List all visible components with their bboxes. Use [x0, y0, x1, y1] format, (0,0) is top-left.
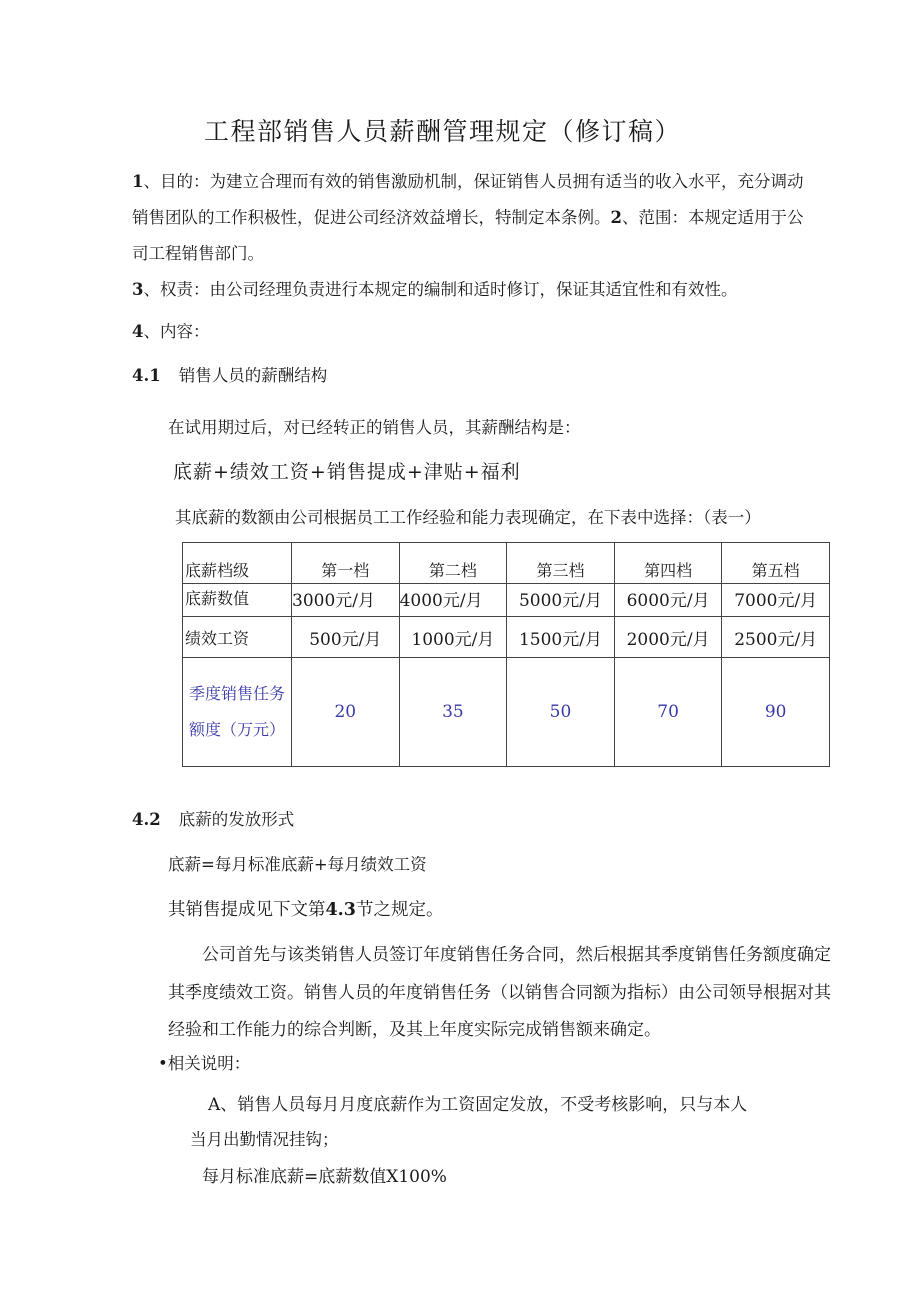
table-cell: 第五档 — [722, 543, 830, 584]
table-cell: 第三档 — [507, 543, 615, 584]
section-4-2-paragraph-line-2: 其季度绩效工资。销售人员的年度销售任务（以销售合同额为指标）由公司领导根据对其 — [168, 983, 831, 1003]
table-cell: 90 — [722, 658, 830, 767]
table-cell: 2500元/月 — [722, 617, 830, 658]
table-cell: 第四档 — [614, 543, 722, 584]
section-1-line-2: 销售团队的工作积极性，促进公司经济效益增长，特制定本条例。2、范围：本规定适用于公 — [132, 208, 804, 227]
section-2-line-3: 司工程销售部门。 — [132, 244, 264, 263]
table-cell: 季度销售任务额度（万元） — [183, 658, 292, 767]
section-4-1-paragraph-1: 在试用期过后，对已经转正的销售人员，其薪酬结构是： — [168, 418, 581, 437]
table-cell: 6000元/月 — [614, 584, 722, 617]
section-1-line-1: 1、目的：为建立合理而有效的销售激励机制，保证销售人员拥有适当的收入水平，充分调动 — [132, 172, 804, 191]
table-cell: 底薪数值 — [183, 584, 292, 617]
note-a-line-3: 每月标准底薪=底薪数值X100% — [202, 1167, 447, 1187]
table-cell: 第一档 — [292, 543, 400, 584]
note-a-line-2: 当月出勤情况挂钩； — [190, 1130, 339, 1149]
table-cell: 70 — [614, 658, 722, 767]
section-3: 3、权责：由公司经理负责进行本规定的编制和适时修订，保证其适宜性和有效性。 — [132, 280, 738, 299]
table-cell: 2000元/月 — [614, 617, 722, 658]
table-row — [183, 658, 830, 767]
table-row — [183, 543, 830, 584]
table-cell: 35 — [399, 658, 507, 767]
section-4-2-heading: 4.2 底薪的发放形式 — [132, 810, 295, 829]
salary-table — [182, 542, 830, 767]
table-cell: 3000元/月 — [292, 584, 400, 617]
table-row — [183, 617, 830, 658]
section-4-1-paragraph-2: 其底薪的数额由公司根据员工工作经验和能力表现确定，在下表中选择：（表一） — [175, 508, 761, 527]
section-4-1-heading: 4.1 销售人员的薪酬结构 — [132, 366, 328, 385]
table-cell: 5000元/月 — [507, 584, 615, 617]
table-cell: 7000元/月 — [722, 584, 830, 617]
note-a-line-1: A、销售人员每月月度底薪作为工资固定发放，不受考核影响，只与本人 — [208, 1095, 748, 1115]
table-cell: 绩效工资 — [183, 617, 292, 658]
salary-formula: 底薪+绩效工资+销售提成+津贴+福利 — [173, 461, 521, 483]
table-cell: 20 — [292, 658, 400, 767]
page-title: 工程部销售人员薪酬管理规定（修订稿） — [204, 117, 682, 146]
table-row — [183, 584, 830, 617]
table-cell: 第二档 — [399, 543, 507, 584]
table-cell: 1000元/月 — [399, 617, 507, 658]
section-4: 4、内容： — [132, 322, 210, 341]
table-cell: 底薪档级 — [183, 543, 292, 584]
table-cell: 50 — [507, 658, 615, 767]
section-4-2-paragraph-line-3: 经验和工作能力的综合判断，及其上年度实际完成销售额来确定。 — [168, 1020, 661, 1040]
section-4-2-paragraph-line-1: 公司首先与该类销售人员签订年度销售任务合同，然后根据其季度销售任务额度确定 — [202, 945, 831, 965]
section-4-2-commission-note: 其销售提成见下文第4.3节之规定。 — [168, 900, 444, 920]
table-cell: 4000元/月 — [399, 584, 507, 617]
table-cell: 1500元/月 — [507, 617, 615, 658]
section-4-2-formula: 底薪=每月标准底薪+每月绩效工资 — [168, 855, 427, 874]
notes-label: •相关说明： — [158, 1054, 251, 1073]
table-cell: 500元/月 — [292, 617, 400, 658]
